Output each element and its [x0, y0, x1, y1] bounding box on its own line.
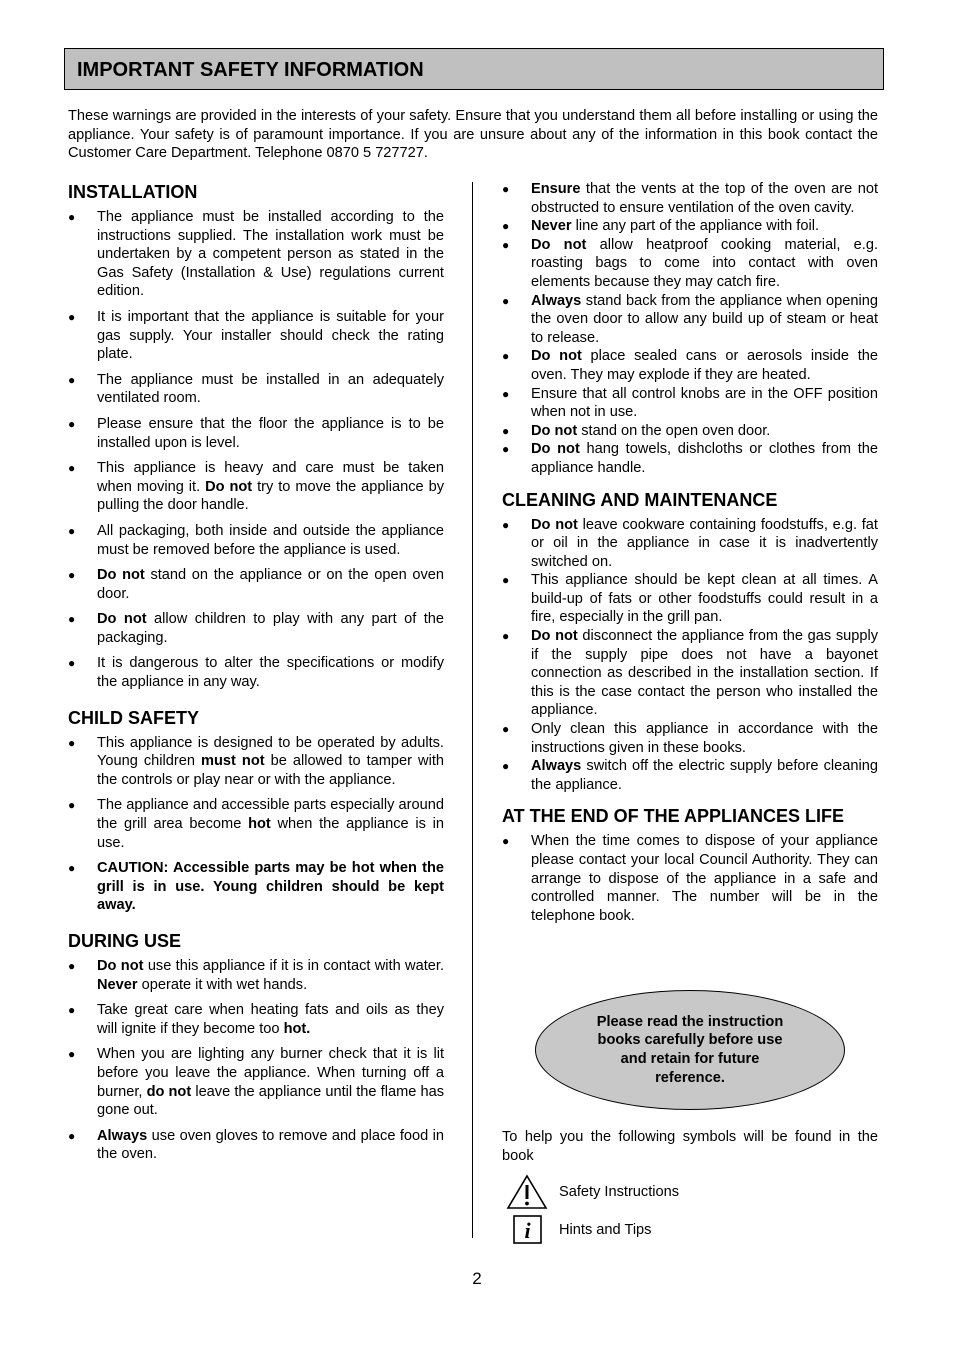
cleaning-list	[502, 516, 878, 795]
list-item: ● Ensure that the vents at the top of the oven are not obstructed to ensure ventilation of the oven cavity.	[502, 180, 878, 217]
symbol-row-hints	[506, 1214, 652, 1246]
list-item: ● Only clean this appliance in accordance with the instructions given in these books.	[502, 720, 878, 757]
during-use-heading: DURING USE	[68, 931, 182, 951]
symbol-row-safety	[506, 1174, 680, 1210]
symbol-label: Hints and Tips	[559, 1221, 652, 1238]
page-title: IMPORTANT SAFETY INFORMATION	[77, 59, 424, 81]
child-safety-heading: CHILD SAFETY	[68, 707, 200, 728]
list-item: ● Please ensure that the floor the appliance is to be installed upon is level.	[68, 415, 444, 452]
notice-oval	[535, 990, 845, 1110]
end-of-life-heading: AT THE END OF THE APPLIANCES LIFE	[502, 806, 845, 827]
page-number: 2	[472, 1269, 482, 1288]
caution-item: ● CAUTION: Accessible parts may be hot when the grill is in use. Young children should be kept away.	[68, 859, 444, 915]
title-bar	[64, 48, 884, 90]
during-use-continued-list	[502, 180, 878, 478]
list-item: ● Never line any part of the appliance with foil.	[502, 217, 878, 236]
installation-heading: INSTALLATION	[68, 182, 198, 202]
info-icon	[506, 1214, 546, 1246]
right-column	[502, 180, 878, 925]
list-item: ● Do not allow heatproof cooking material, e.g. roasting bags to come into contact with oven elements because they may catch fire.	[502, 236, 878, 292]
list-item: ● The appliance must be installed in an adequately ventilated room.	[68, 371, 444, 408]
warning-triangle-icon	[506, 1174, 548, 1210]
left-column	[68, 180, 444, 1171]
list-item: ● Do not hang towels, dishcloths or clothes from the appliance handle.	[502, 440, 878, 477]
list-item: ● The appliance must be installed according to the instructions supplied. The installation work must be undertaken by a competent person as stated in the Gas Safety (Installation & Use) regulations current edition.	[68, 208, 444, 301]
list-item: ● This appliance is heavy and care must be taken when moving it. Do not try to move the appliance by pulling the door handle.	[68, 459, 444, 515]
list-item: ● Always use oven gloves to remove and place food in the oven.	[68, 1127, 444, 1164]
list-item: ● Always switch off the electric supply before cleaning the appliance.	[502, 757, 878, 794]
notice-text: Please read the instruction books carefully before use and retain for future reference.	[596, 1013, 784, 1086]
list-item: ● It is dangerous to alter the specifications or modify the appliance in any way.	[68, 654, 444, 691]
list-item: ● All packaging, both inside and outside the appliance must be removed before the appliance is used.	[68, 522, 444, 559]
cleaning-heading: CLEANING AND MAINTENANCE	[502, 489, 778, 510]
intro-paragraph: These warnings are provided in the interests of your safety. Ensure that you understand them all before installing or using the appliance. Your safety is of paramount importance. If you are unsure about any of the information in this book contact the Customer Care Department. Telephone 0870 5 727727.	[68, 108, 878, 162]
list-item: ● Take great care when heating fats and oils as they will ignite if they become too hot.	[68, 1001, 444, 1038]
end-of-life-list	[502, 832, 878, 925]
symbols-intro: To help you the following symbols will be found in the book	[502, 1129, 878, 1164]
list-item: ● Do not stand on the appliance or on the open oven door.	[68, 566, 444, 603]
list-item: ● Do not place sealed cans or aerosols inside the oven. They may explode if they are heated.	[502, 347, 878, 384]
installation-list	[68, 208, 444, 692]
child-safety-list	[68, 734, 444, 915]
svg-text:i: i	[524, 1218, 531, 1243]
list-item: ● Do not allow children to play with any part of the packaging.	[68, 610, 444, 647]
list-item: ● This appliance is designed to be operated by adults. Young children must not be allowed to tamper with the controls or play near or with the appliance.	[68, 734, 444, 790]
list-item: ● Do not disconnect the appliance from the gas supply if the supply pipe does not have a bayonet connection as described in the installation section. If this is the case contact the person who installed the appliance.	[502, 627, 878, 720]
list-item: ● Ensure that all control knobs are in the OFF position when not in use.	[502, 385, 878, 422]
list-item: ● This appliance should be kept clean at all times. A build-up of fats or other foodstuffs could result in a fire, especially in the grill pan.	[502, 571, 878, 627]
list-item: ● It is important that the appliance is suitable for your gas supply. Your installer should check the rating plate.	[68, 308, 444, 364]
column-divider	[472, 182, 473, 1238]
list-item: ● When you are lighting any burner check that it is lit before you leave the appliance. When turning off a burner, do not leave the appliance until the flame has gone out.	[68, 1045, 444, 1119]
list-item: ● Do not use this appliance if it is in contact with water. Never operate it with wet hands.	[68, 957, 444, 994]
list-item: ● Do not leave cookware containing foodstuffs, e.g. fat or oil in the appliance in case it is inadvertently switched on.	[502, 516, 878, 572]
list-item: ● When the time comes to dispose of your appliance please contact your local Council Authority. They can arrange to dispose of the appliance in a safe and controlled manner. The number will be in the telephone book.	[502, 832, 878, 925]
list-item: ● Do not stand on the open oven door.	[502, 422, 878, 441]
during-use-list	[68, 957, 444, 1164]
symbol-label: Safety Instructions	[559, 1183, 680, 1200]
list-item: ● The appliance and accessible parts especially around the grill area become hot when the appliance is in use.	[68, 796, 444, 852]
list-item: ● Always stand back from the appliance when opening the oven door to allow any build up of steam or heat to release.	[502, 292, 878, 348]
